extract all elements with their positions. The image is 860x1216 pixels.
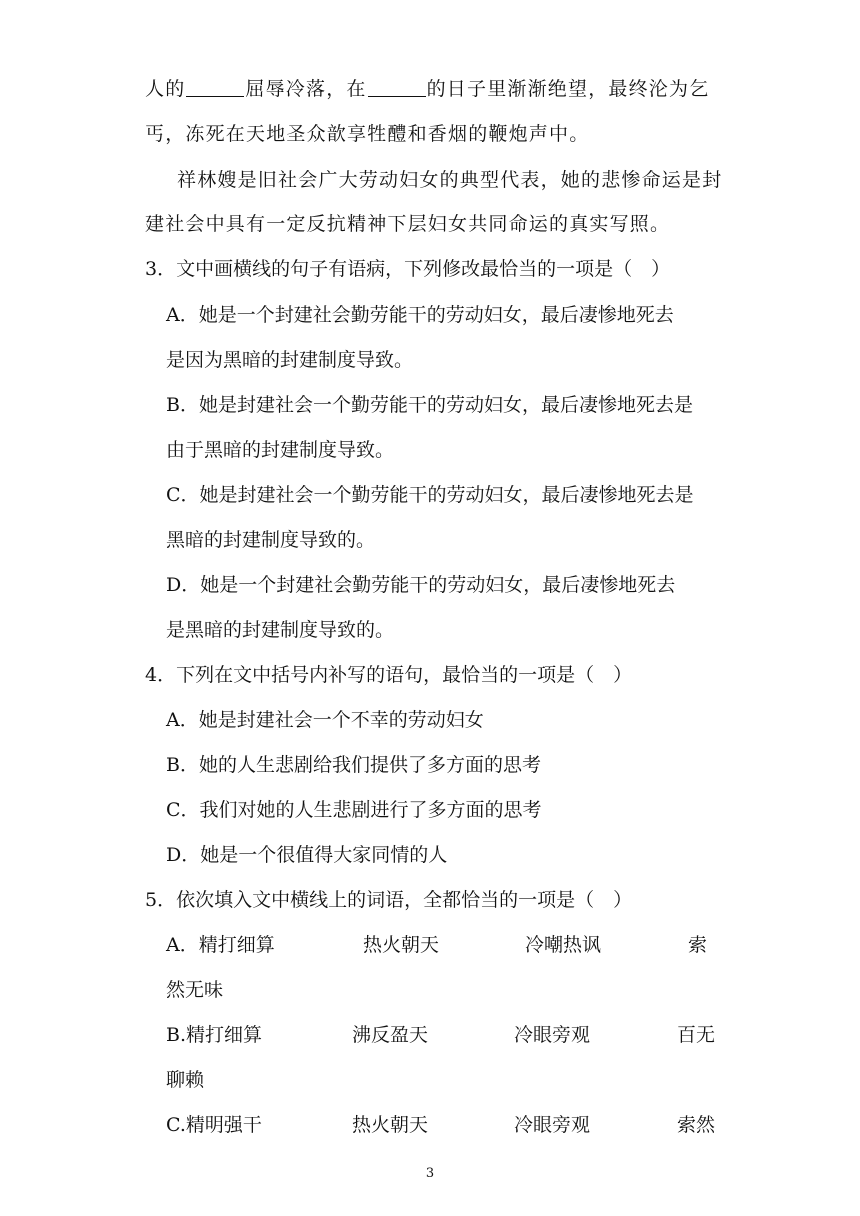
question-3-option-b: B．她是封建社会一个勤劳能干的劳动妇女，最后凄惨地死去是 bbox=[166, 394, 693, 416]
question-4-stem: 4．下列在文中括号内补写的语句，最恰当的一项是（ ） bbox=[145, 664, 633, 686]
question-4-option-c: C．我们对她的人生悲剧进行了多方面的思考 bbox=[166, 799, 542, 821]
question-5-option-a-wrap: 然无味 bbox=[166, 979, 224, 1001]
question-3-option-c-cont: 黑暗的封建制度导致的。 bbox=[166, 529, 376, 551]
question-5-option-c-word-3: 冷眼旁观 bbox=[514, 1114, 591, 1136]
question-3-stem: 3．文中画横线的句子有语病，下列修改最恰当的一项是（ ） bbox=[145, 258, 671, 280]
question-4-option-a: A．她是封建社会一个不幸的劳动妇女 bbox=[166, 709, 484, 731]
question-3-option-b-cont: 由于黑暗的封建制度导致。 bbox=[166, 439, 395, 461]
passage-line-3: 祥林嫂是旧社会广大劳动妇女的典型代表，她的悲惨命运是封 bbox=[177, 169, 723, 191]
blank-line bbox=[368, 78, 426, 97]
blank-line bbox=[186, 78, 244, 97]
passage-text: 的日子里渐渐绝望，最终沦为乞 bbox=[426, 78, 710, 100]
question-5-option-b-word-2: 沸反盈天 bbox=[352, 1024, 429, 1046]
passage-line-1 bbox=[145, 77, 709, 101]
question-5-option-b-word-3: 冷眼旁观 bbox=[514, 1024, 591, 1046]
passage-text: 人的 bbox=[145, 78, 186, 100]
question-5-option-a-word-2: 热火朝天 bbox=[363, 934, 440, 956]
passage-line-4: 建社会中具有一定反抗精神下层妇女共同命运的真实写照。 bbox=[145, 213, 671, 235]
question-3-option-a: A．她是一个封建社会勤劳能干的劳动妇女，最后凄惨地死去 bbox=[166, 304, 674, 326]
passage-line-2: 丐，冻死在天地圣众歆享牲醴和香烟的鞭炮声中。 bbox=[145, 123, 590, 145]
question-5-option-a-word-4: 索 bbox=[688, 934, 708, 956]
question-3-option-a-cont: 是因为黑暗的封建制度导致。 bbox=[166, 349, 414, 371]
question-5-stem: 5．依次填入文中横线上的词语，全都恰当的一项是（ ） bbox=[145, 889, 633, 911]
question-3-option-c: C．她是封建社会一个勤劳能干的劳动妇女，最后凄惨地死去是 bbox=[166, 484, 694, 506]
question-5-option-a-word-1: A．精打细算 bbox=[166, 934, 275, 956]
question-5-option-b-word-1: B.精打细算 bbox=[166, 1024, 263, 1046]
question-5-option-b-word-4: 百无 bbox=[677, 1024, 716, 1046]
question-4-option-d: D．她是一个很值得大家同情的人 bbox=[166, 844, 448, 866]
question-5-option-c-word-2: 热火朝天 bbox=[352, 1114, 429, 1136]
question-3-option-d-cont: 是黑暗的封建制度导致的。 bbox=[166, 619, 395, 641]
page-number: 3 bbox=[425, 1166, 435, 1181]
question-3-option-d: D．她是一个封建社会勤劳能干的劳动妇女，最后凄惨地死去 bbox=[166, 574, 676, 596]
question-5-option-c-word-4: 索然 bbox=[677, 1114, 716, 1136]
passage-text: 屈辱冷落，在 bbox=[245, 78, 367, 100]
question-5-option-c-word-1: C.精明强干 bbox=[166, 1114, 262, 1136]
question-4-option-b: B．她的人生悲剧给我们提供了多方面的思考 bbox=[166, 754, 541, 776]
question-5-option-a-word-3: 冷嘲热讽 bbox=[525, 934, 602, 956]
question-5-option-b-wrap: 聊赖 bbox=[166, 1069, 205, 1091]
